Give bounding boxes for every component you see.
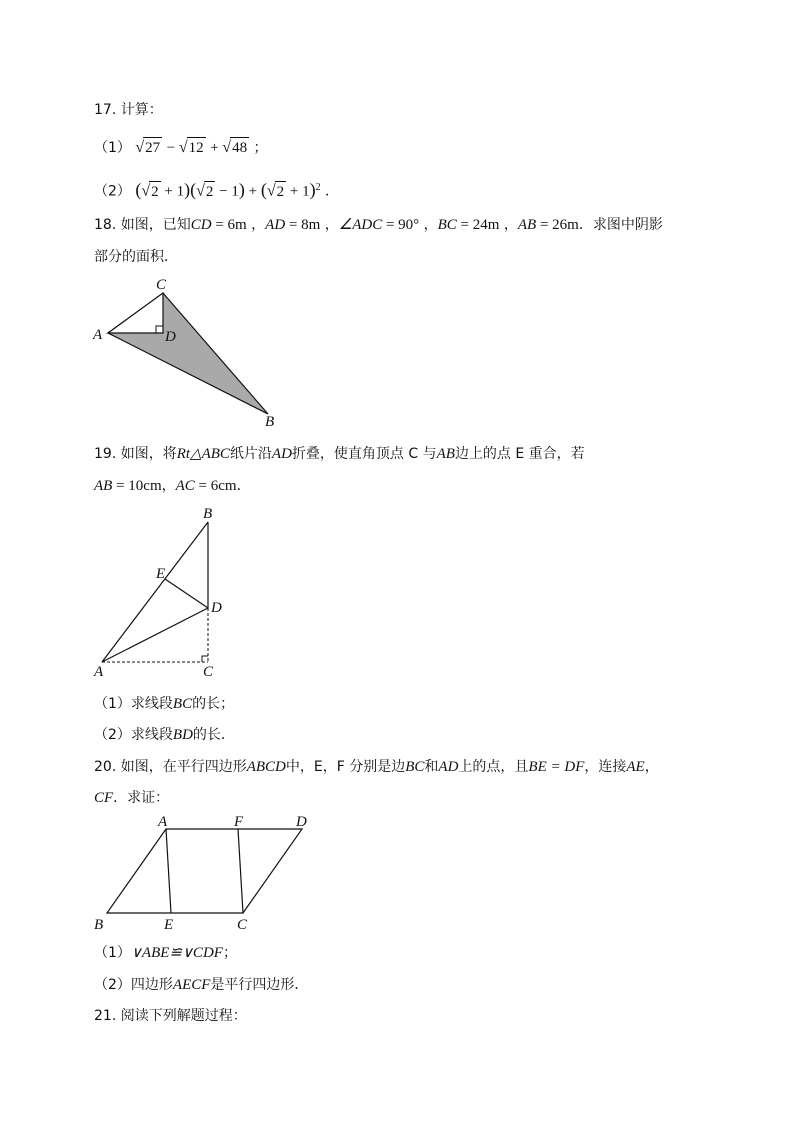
q19-figure	[90, 504, 230, 684]
exponent: 2	[315, 182, 321, 193]
radicand-12: 12	[187, 137, 206, 158]
label-E: E	[156, 566, 166, 582]
q20-part1: （1）∨ABE≌∨CDF；	[94, 945, 237, 961]
label-D: D	[211, 600, 222, 616]
q17-part1: （1） √27 − √12 + √48 ；	[94, 139, 268, 156]
q17-title: 17. 计算：	[94, 102, 163, 118]
shaded-region	[108, 293, 268, 414]
q20-line1: 20. 如图，在平行四边形ABCD中，E，F 分别是边BC和AD上的点，且BE = DF，连接AE，	[94, 759, 659, 775]
label-E: E	[164, 917, 174, 933]
q20-line2: CF．求证：	[94, 790, 170, 806]
label-C: C	[237, 917, 248, 933]
q19-part1: （1）求线段BC的长；	[94, 696, 235, 712]
parallelogram	[107, 829, 302, 913]
segment-ae	[166, 829, 171, 913]
triangle-acd	[108, 293, 163, 333]
label-B: B	[94, 917, 104, 933]
label-D: D	[165, 329, 176, 345]
label-D: D	[296, 814, 307, 830]
q19-line2: AB = 10cm，AC = 6cm．	[94, 478, 251, 494]
q19-line1: 19. 如图，将Rt△ABC纸片沿AD折叠，使直角顶点 C 与AB边上的点 E 重合，若	[94, 446, 585, 462]
q19-part2: （2）求线段BD的长．	[94, 727, 235, 743]
label-B: B	[265, 414, 275, 430]
label-B: B	[203, 506, 213, 522]
segment-cf	[238, 829, 243, 913]
radicand-48: 48	[230, 137, 249, 158]
q17-part2: （2） $(√2 + 1)(√2 - 1) + (√2 + 1)^2$ ．	[94, 179, 340, 200]
label-A: A	[93, 327, 103, 343]
q18-figure	[90, 272, 290, 432]
q20-figure	[90, 812, 320, 937]
q18-line2: 部分的面积．	[94, 249, 178, 265]
q18-line1: 18. 如图，已知CD = 6m ，AD = 8m ，∠ADC = 90° ，BC = 24m ，AB = 26m．求图中阴影	[94, 217, 663, 233]
label-A: A	[158, 814, 168, 830]
label-F: F	[234, 814, 244, 830]
right-angle-mark	[202, 656, 208, 662]
radicand-27: 27	[143, 137, 162, 158]
q21-title: 21. 阅读下列解题过程：	[94, 1008, 247, 1024]
label-A: A	[94, 664, 104, 680]
q20-part2: （2）四边形AECF是平行四边形．	[94, 977, 309, 993]
label-C: C	[203, 664, 214, 680]
label-C: C	[156, 277, 167, 293]
